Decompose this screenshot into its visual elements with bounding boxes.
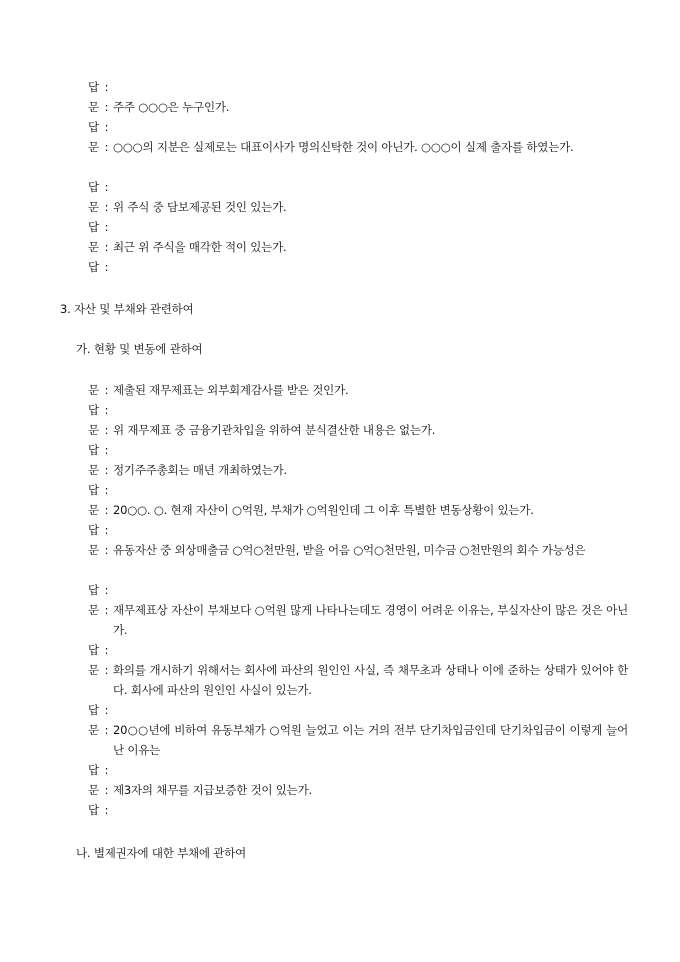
question-line: 문 : 제3자의 채무를 지급보증한 것이 있는가. xyxy=(88,780,628,800)
qa-label: 문 xyxy=(88,100,99,114)
answer-line: 답 : xyxy=(88,217,628,237)
question-line: 문 : 재무제표상 자산이 부채보다 ○억원 많게 나타나는데도 경영이 어려운 이유는, 부실자산이 많은 것은 아닌가. xyxy=(88,600,628,640)
qa-text: 위 주식 중 담보제공된 것인 있는가. xyxy=(113,200,287,214)
qa-label: 답 xyxy=(88,583,99,597)
answer-line: 답 : xyxy=(88,117,628,137)
subsection-heading: 나. 별제권자에 대한 부채에 관하여 xyxy=(76,846,247,860)
answer-line: 답 : xyxy=(88,520,628,540)
qa-text: ○○○의 지분은 실제로는 대표이사가 명의신탁한 것이 아닌가. ○○○이 실제 출자를 하였는가. xyxy=(113,140,574,154)
qa-label: 문 xyxy=(88,200,99,214)
qa-label: 답 xyxy=(88,443,99,457)
qa-text: 유동자산 중 외상매출금 ○억○천만원, 받을 어음 ○억○천만원, 미수금 ○천만원의 회수 가능성은 xyxy=(113,543,586,557)
qa-label: 답 xyxy=(88,483,99,497)
qa-label: 답 xyxy=(88,220,99,234)
qa-text: 제출된 재무제표는 외부회계감사를 받은 것인가. xyxy=(113,383,349,397)
qa-label: 답 xyxy=(88,403,99,417)
qa-text: 20○○. ○. 현재 자산이 ○억원, 부채가 ○억원인데 그 이후 특별한 변동상황이 있는가. xyxy=(113,503,534,517)
answer-line: 답 : xyxy=(88,77,628,97)
qa-label: 문 xyxy=(88,503,99,517)
qa-label: 답 xyxy=(88,120,99,134)
qa-label: 문 xyxy=(88,423,99,437)
qa-label: 답 xyxy=(88,763,99,777)
qa-label: 문 xyxy=(88,543,99,557)
answer-line: 답 : xyxy=(88,480,628,500)
question-line: 문 : 최근 위 주식을 매각한 적이 있는가. xyxy=(88,237,628,257)
question-line: 문 : 화의를 개시하기 위해서는 회사에 파산의 원인인 사실, 즉 채무초과 상태나 이에 준하는 상태가 있어야 한다. 회사에 파산의 원인인 사실이 있는가. xyxy=(88,660,628,700)
answer-line: 답 : xyxy=(88,177,628,197)
qa-text: 재무제표상 자산이 부채보다 ○억원 많게 나타나는데도 경영이 어려운 이유는, 부실자산이 많은 것은 아닌가. xyxy=(113,603,628,637)
qa-label: 문 xyxy=(88,463,99,477)
answer-line: 답 : xyxy=(88,800,628,820)
answer-line: 답 : xyxy=(88,700,628,720)
question-line: 문 : 정기주주총회는 매년 개최하였는가. xyxy=(88,460,628,480)
qa-text: 정기주주총회는 매년 개최하였는가. xyxy=(113,463,287,477)
answer-line: 답 : xyxy=(88,440,628,460)
subsection-heading: 가. 현황 및 변동에 관하여 xyxy=(76,342,203,356)
qa-label: 문 xyxy=(88,240,99,254)
qa-label: 답 xyxy=(88,180,99,194)
question-line: 문 : 20○○. ○. 현재 자산이 ○억원, 부채가 ○억원인데 그 이후 특별한 변동상황이 있는가. xyxy=(88,500,628,520)
qa-text: 20○○년에 비하여 유동부채가 ○억원 늘었고 이는 거의 전부 단기차입금인데 단기차입금이 이렇게 늘어난 이유는 xyxy=(113,723,628,757)
qa-label: 문 xyxy=(88,663,99,677)
answer-line: 답 : xyxy=(88,580,628,600)
qa-text: 위 재무제표 중 금융기관차입을 위하여 분식결산한 내용은 없는가. xyxy=(113,423,436,437)
qa-label: 답 xyxy=(88,80,99,94)
qa-label: 답 xyxy=(88,260,99,274)
qa-text: 제3자의 채무를 지급보증한 것이 있는가. xyxy=(113,783,312,797)
question-line: 문 : 위 재무제표 중 금융기관차입을 위하여 분식결산한 내용은 없는가. xyxy=(88,420,628,440)
qa-text: 최근 위 주식을 매각한 적이 있는가. xyxy=(113,240,287,254)
question-line: 문 : ○○○의 지분은 실제로는 대표이사가 명의신탁한 것이 아닌가. ○○○이 실제 출자를 하였는가. xyxy=(88,137,628,157)
qa-label: 답 xyxy=(88,703,99,717)
qa-label: 문 xyxy=(88,723,99,737)
answer-line: 답 : xyxy=(88,257,628,277)
qa-label: 문 xyxy=(88,140,99,154)
section-heading: 3. 자산 및 부채와 관련하여 xyxy=(60,302,194,316)
qa-label: 답 xyxy=(88,523,99,537)
qa-label: 문 xyxy=(88,783,99,797)
question-line: 문 : 유동자산 중 외상매출금 ○억○천만원, 받을 어음 ○억○천만원, 미수금 ○천만원의 회수 가능성은 xyxy=(88,540,628,560)
question-line: 문 : 위 주식 중 담보제공된 것인 있는가. xyxy=(88,197,628,217)
question-line: 문 : 20○○년에 비하여 유동부채가 ○억원 늘었고 이는 거의 전부 단기차입금인데 단기차입금이 이렇게 늘어난 이유는 xyxy=(88,720,628,760)
qa-label: 문 xyxy=(88,383,99,397)
answer-line: 답 : xyxy=(88,400,628,420)
answer-line: 답 : xyxy=(88,760,628,780)
question-line: 문 : 주주 ○○○은 누구인가. xyxy=(88,97,628,117)
qa-text: 주주 ○○○은 누구인가. xyxy=(113,100,230,114)
qa-label: 답 xyxy=(88,643,99,657)
qa-label: 답 xyxy=(88,803,99,817)
qa-label: 문 xyxy=(88,603,99,617)
qa-text: 화의를 개시하기 위해서는 회사에 파산의 원인인 사실, 즉 채무초과 상태나 이에 준하는 상태가 있어야 한다. 회사에 파산의 원인인 사실이 있는가. xyxy=(113,663,628,697)
answer-line: 답 : xyxy=(88,640,628,660)
question-line: 문 : 제출된 재무제표는 외부회계감사를 받은 것인가. xyxy=(88,380,628,400)
